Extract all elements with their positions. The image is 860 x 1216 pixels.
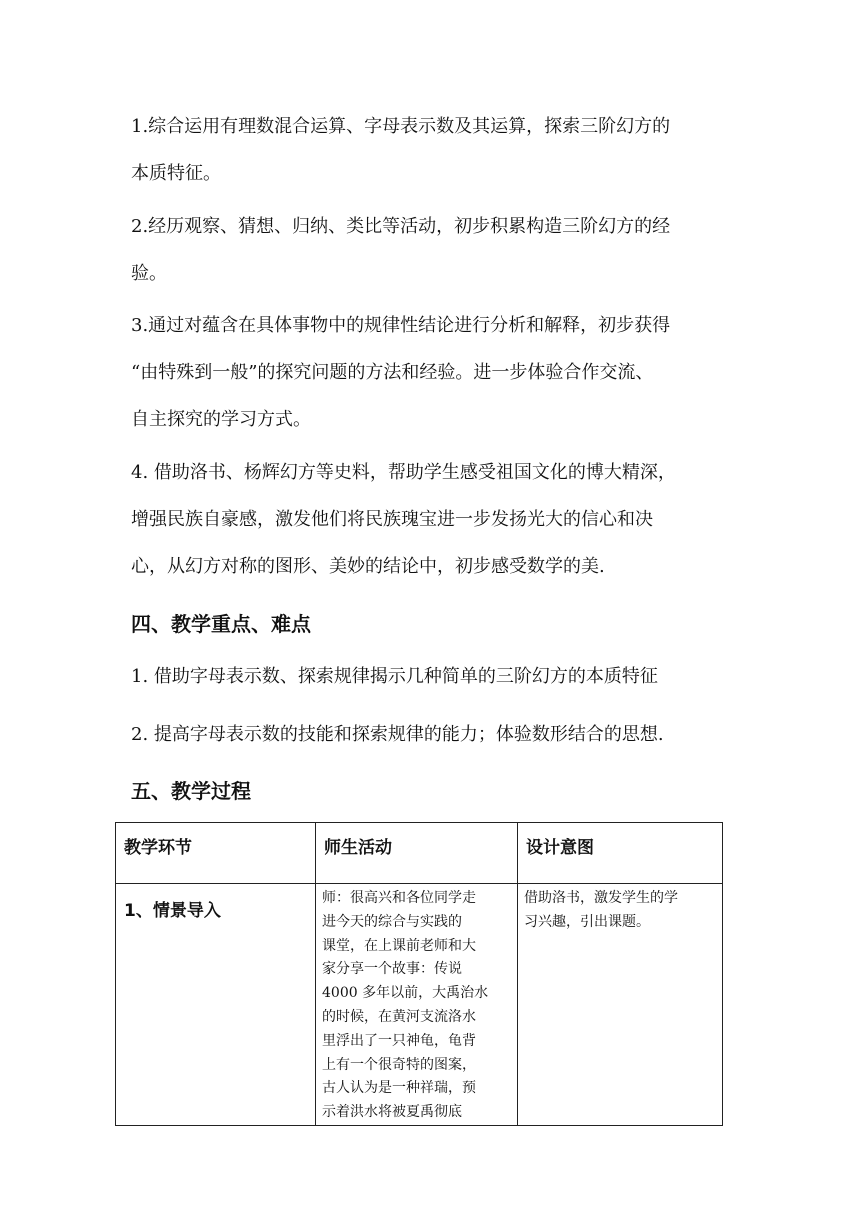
header-cell: 教学环节 <box>116 823 316 884</box>
teaching-process-table <box>115 822 723 1126</box>
header-cell: 设计意图 <box>518 823 723 884</box>
objective-1: 1.综合运用有理数混合运算、字母表示数及其运算，探索三阶幻方的 本质特征。 <box>131 116 671 184</box>
table-row <box>116 884 723 1126</box>
key-point-1: 1. 借助字母表示数、探索规律揭示几种简单的三阶幻方的本质特征 <box>131 666 658 687</box>
activity-text: 师：很高兴和各位同学走 进今天的综合与实践的 课堂，在上课前老师和大 家分享一个故事：传说 4000 多年以前，大禹治水 的时候，在黄河支流洛水 里浮出了一只神龟，龟背 上有一个很奇特的图案， 古人认为是一种祥瑞，预 示着洪水将被夏禹彻底 <box>322 890 489 1121</box>
header-cell: 师生活动 <box>316 823 518 884</box>
key-point-2: 2. 提高字母表示数的技能和探索规律的能力；体验数形结合的思想. <box>131 724 664 745</box>
section-heading-key-points: 四、教学重点、难点 <box>131 612 311 636</box>
table-header-row <box>116 823 723 884</box>
objective-2: 2.经历观察、猜想、归纳、类比等活动，初步积累构造三阶幻方的经 验。 <box>131 216 671 284</box>
intent-cell <box>518 884 723 1126</box>
intent-text: 借助洛书，激发学生的学 习兴趣，引出课题。 <box>524 890 678 930</box>
section-heading-teaching-process: 五、教学过程 <box>131 779 251 803</box>
objective-4: 4. 借助洛书、杨辉幻方等史料，帮助学生感受祖国文化的博大精深， 增强民族自豪感，激发他们将民族瑰宝进一步发扬光大的信心和决 心，从幻方对称的图形、美妙的结论中，初步感受数学的美. <box>131 462 676 577</box>
objective-3: 3.通过对蕴含在具体事物中的规律性结论进行分析和解释，初步获得 “由特殊到一般”的探究问题的方法和经验。进一步体验合作交流、 自主探究的学习方式。 <box>131 315 671 430</box>
activity-cell <box>316 884 518 1126</box>
stage-cell: 1、情景导入 <box>116 884 316 1126</box>
